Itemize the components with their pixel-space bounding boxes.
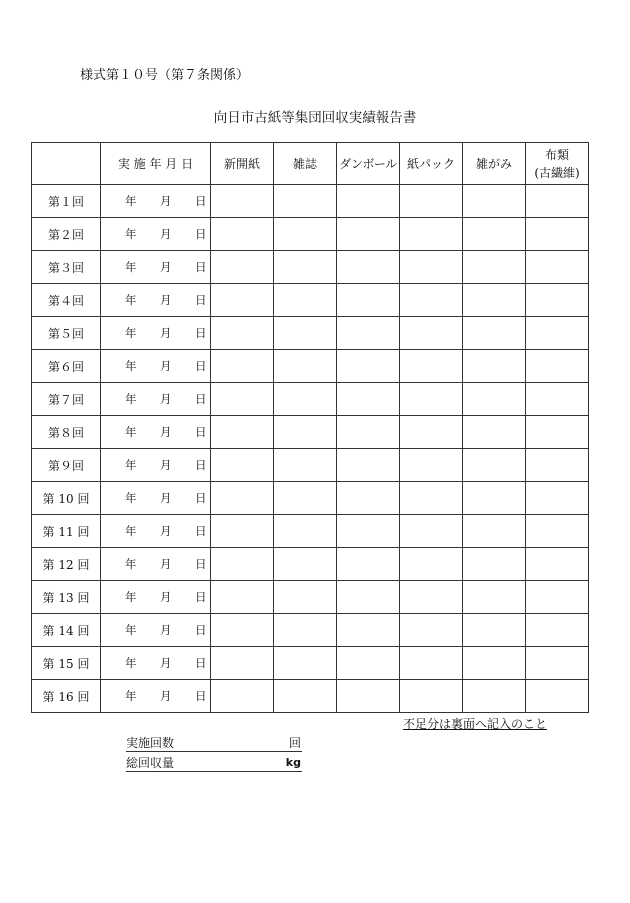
magazine-cell[interactable] — [274, 284, 337, 317]
date-month-label: 月 — [160, 359, 172, 373]
date-day-label: 日 — [195, 524, 207, 538]
date-day-label: 日 — [195, 689, 207, 703]
table-row — [32, 416, 589, 449]
date-year-label: 年 — [125, 623, 137, 637]
cardboard-cell[interactable] — [337, 383, 400, 416]
newspaper-cell[interactable] — [211, 482, 274, 515]
round-label: 第２回 — [32, 218, 101, 251]
date-day-label: 日 — [195, 425, 207, 439]
cloth-cell[interactable] — [526, 317, 589, 350]
newspaper-cell[interactable] — [211, 548, 274, 581]
misc-paper-cell[interactable] — [463, 284, 526, 317]
magazine-cell[interactable] — [274, 680, 337, 713]
cloth-cell[interactable] — [526, 218, 589, 251]
paper-pack-cell[interactable] — [400, 251, 463, 284]
date-month-label: 月 — [160, 557, 172, 571]
round-label: 第７回 — [32, 383, 101, 416]
magazine-cell[interactable] — [274, 416, 337, 449]
date-day-label: 日 — [195, 194, 207, 208]
table-row — [32, 185, 589, 218]
newspaper-cell[interactable] — [211, 251, 274, 284]
table-row — [32, 647, 589, 680]
cloth-cell[interactable] — [526, 548, 589, 581]
paper-pack-cell[interactable] — [400, 515, 463, 548]
form-number: 様式第１０号（第７条関係） — [80, 68, 250, 83]
paper-pack-cell[interactable] — [400, 680, 463, 713]
summary-count-line[interactable] — [126, 735, 302, 752]
newspaper-cell[interactable] — [211, 449, 274, 482]
round-label: 第５回 — [32, 317, 101, 350]
cardboard-cell[interactable] — [337, 218, 400, 251]
magazine-cell[interactable] — [274, 581, 337, 614]
cloth-cell[interactable] — [526, 383, 589, 416]
date-cell[interactable] — [101, 449, 211, 482]
date-cell[interactable] — [101, 383, 211, 416]
round-label: 第９回 — [32, 449, 101, 482]
date-year-label: 年 — [125, 260, 137, 274]
misc-paper-cell[interactable] — [463, 680, 526, 713]
magazine-cell[interactable] — [274, 614, 337, 647]
date-day-label: 日 — [195, 359, 207, 373]
newspaper-cell[interactable] — [211, 383, 274, 416]
date-month-label: 月 — [160, 260, 172, 274]
misc-paper-cell[interactable] — [463, 515, 526, 548]
date-cell[interactable] — [101, 218, 211, 251]
magazine-cell[interactable] — [274, 251, 337, 284]
cloth-cell[interactable] — [526, 416, 589, 449]
cardboard-cell[interactable] — [337, 614, 400, 647]
date-cell[interactable] — [101, 185, 211, 218]
date-cell[interactable] — [101, 581, 211, 614]
summary-count-unit: 回 — [288, 736, 301, 750]
table-row — [32, 482, 589, 515]
date-month-label: 月 — [160, 227, 172, 241]
paper-pack-cell[interactable] — [400, 614, 463, 647]
misc-paper-cell[interactable] — [463, 548, 526, 581]
cardboard-cell[interactable] — [337, 680, 400, 713]
paper-pack-cell[interactable] — [400, 416, 463, 449]
newspaper-cell[interactable] — [211, 185, 274, 218]
newspaper-cell[interactable] — [211, 218, 274, 251]
table-row — [32, 548, 589, 581]
newspaper-cell[interactable] — [211, 680, 274, 713]
cardboard-cell[interactable] — [337, 449, 400, 482]
date-cell[interactable] — [101, 515, 211, 548]
paper-pack-cell[interactable] — [400, 185, 463, 218]
magazine-cell[interactable] — [274, 647, 337, 680]
table-row — [32, 449, 589, 482]
date-year-label: 年 — [125, 392, 137, 406]
date-month-label: 月 — [160, 392, 172, 406]
cloth-cell[interactable] — [526, 515, 589, 548]
date-day-label: 日 — [195, 623, 207, 637]
date-year-label: 年 — [125, 359, 137, 373]
cloth-cell[interactable] — [526, 350, 589, 383]
date-cell[interactable] — [101, 251, 211, 284]
header-cloth-line1: 布類 — [544, 147, 569, 162]
misc-paper-cell[interactable] — [463, 218, 526, 251]
summary-weight-line[interactable] — [126, 755, 302, 772]
misc-paper-cell[interactable] — [463, 416, 526, 449]
date-month-label: 月 — [160, 524, 172, 538]
paper-pack-cell[interactable] — [400, 317, 463, 350]
round-label: 第 14 回 — [32, 614, 101, 647]
date-day-label: 日 — [195, 491, 207, 505]
date-cell[interactable] — [101, 614, 211, 647]
newspaper-cell[interactable] — [211, 614, 274, 647]
header-date: 実 施 年 月 日 — [101, 143, 211, 185]
note-overflow: 不足分は裏面へ記入のこと — [402, 717, 547, 731]
date-cell[interactable] — [101, 680, 211, 713]
misc-paper-cell[interactable] — [463, 449, 526, 482]
table-row — [32, 251, 589, 284]
date-day-label: 日 — [195, 392, 207, 406]
paper-pack-cell[interactable] — [400, 449, 463, 482]
date-year-label: 年 — [125, 293, 137, 307]
magazine-cell[interactable] — [274, 218, 337, 251]
date-cell[interactable] — [101, 284, 211, 317]
date-cell[interactable] — [101, 647, 211, 680]
paper-pack-cell[interactable] — [400, 218, 463, 251]
date-month-label: 月 — [160, 194, 172, 208]
magazine-cell[interactable] — [274, 515, 337, 548]
cloth-cell[interactable] — [526, 482, 589, 515]
round-label: 第１回 — [32, 185, 101, 218]
cardboard-cell[interactable] — [337, 251, 400, 284]
date-day-label: 日 — [195, 260, 207, 274]
date-cell[interactable] — [101, 317, 211, 350]
table-row — [32, 284, 589, 317]
date-year-label: 年 — [125, 656, 137, 670]
misc-paper-cell[interactable] — [463, 482, 526, 515]
round-label: 第 10 回 — [32, 482, 101, 515]
cardboard-cell[interactable] — [337, 284, 400, 317]
round-label: 第 16 回 — [32, 680, 101, 713]
table-row — [32, 218, 589, 251]
date-month-label: 月 — [160, 326, 172, 340]
date-day-label: 日 — [195, 557, 207, 571]
summary-weight-unit: kg — [285, 756, 301, 769]
misc-paper-cell[interactable] — [463, 251, 526, 284]
header-newspaper: 新開紙 — [211, 143, 274, 185]
cloth-cell[interactable] — [526, 251, 589, 284]
date-day-label: 日 — [195, 590, 207, 604]
date-month-label: 月 — [160, 656, 172, 670]
misc-paper-cell[interactable] — [463, 614, 526, 647]
cardboard-cell[interactable] — [337, 317, 400, 350]
table-row — [32, 350, 589, 383]
magazine-cell[interactable] — [274, 449, 337, 482]
cloth-cell[interactable] — [526, 185, 589, 218]
date-year-label: 年 — [125, 425, 137, 439]
date-month-label: 月 — [160, 293, 172, 307]
table-row — [32, 614, 589, 647]
cardboard-cell[interactable] — [337, 515, 400, 548]
date-cell[interactable] — [101, 548, 211, 581]
date-cell[interactable] — [101, 482, 211, 515]
summary-weight-label: 総回収量 — [126, 756, 175, 770]
cardboard-cell[interactable] — [337, 581, 400, 614]
date-year-label: 年 — [125, 689, 137, 703]
date-year-label: 年 — [125, 590, 137, 604]
document-title: 向日市古紙等集団回収実績報告書 — [213, 110, 417, 126]
date-month-label: 月 — [160, 689, 172, 703]
misc-paper-cell[interactable] — [463, 647, 526, 680]
paper-pack-cell[interactable] — [400, 647, 463, 680]
round-label: 第 13 回 — [32, 581, 101, 614]
table-row — [32, 581, 589, 614]
misc-paper-cell[interactable] — [463, 581, 526, 614]
date-year-label: 年 — [125, 326, 137, 340]
misc-paper-cell[interactable] — [463, 350, 526, 383]
round-label: 第 11 回 — [32, 515, 101, 548]
date-month-label: 月 — [160, 425, 172, 439]
header-cardboard: ダンボール — [337, 143, 400, 185]
date-year-label: 年 — [125, 557, 137, 571]
cardboard-cell[interactable] — [337, 185, 400, 218]
paper-pack-cell[interactable] — [400, 350, 463, 383]
misc-paper-cell[interactable] — [463, 185, 526, 218]
table-row — [32, 383, 589, 416]
date-month-label: 月 — [160, 623, 172, 637]
newspaper-cell[interactable] — [211, 317, 274, 350]
date-year-label: 年 — [125, 227, 137, 241]
cardboard-cell[interactable] — [337, 416, 400, 449]
date-day-label: 日 — [195, 656, 207, 670]
paper-pack-cell[interactable] — [400, 548, 463, 581]
date-day-label: 日 — [195, 293, 207, 307]
table-row — [32, 680, 589, 713]
round-label: 第４回 — [32, 284, 101, 317]
round-label: 第 15 回 — [32, 647, 101, 680]
paper-pack-cell[interactable] — [400, 482, 463, 515]
date-month-label: 月 — [160, 458, 172, 472]
header-misc-paper: 雑がみ — [463, 143, 526, 185]
round-label: 第８回 — [32, 416, 101, 449]
header-cloth — [526, 143, 589, 185]
date-year-label: 年 — [125, 194, 137, 208]
cardboard-cell[interactable] — [337, 647, 400, 680]
table-header-row — [32, 143, 589, 185]
magazine-cell[interactable] — [274, 185, 337, 218]
date-year-label: 年 — [125, 491, 137, 505]
newspaper-cell[interactable] — [211, 515, 274, 548]
newspaper-cell[interactable] — [211, 581, 274, 614]
cardboard-cell[interactable] — [337, 548, 400, 581]
header-paper-pack: 紙パック — [400, 143, 463, 185]
magazine-cell[interactable] — [274, 317, 337, 350]
date-month-label: 月 — [160, 491, 172, 505]
newspaper-cell[interactable] — [211, 416, 274, 449]
table-row — [32, 317, 589, 350]
date-month-label: 月 — [160, 590, 172, 604]
paper-pack-cell[interactable] — [400, 284, 463, 317]
misc-paper-cell[interactable] — [463, 317, 526, 350]
cloth-cell[interactable] — [526, 581, 589, 614]
paper-pack-cell[interactable] — [400, 383, 463, 416]
magazine-cell[interactable] — [274, 383, 337, 416]
cloth-cell[interactable] — [526, 680, 589, 713]
date-day-label: 日 — [195, 227, 207, 241]
date-cell[interactable] — [101, 416, 211, 449]
newspaper-cell[interactable] — [211, 350, 274, 383]
cardboard-cell[interactable] — [337, 482, 400, 515]
date-year-label: 年 — [125, 524, 137, 538]
magazine-cell[interactable] — [274, 548, 337, 581]
header-magazine: 雑誌 — [274, 143, 337, 185]
header-cloth-line2: (古繊維) — [534, 165, 580, 180]
cloth-cell[interactable] — [526, 614, 589, 647]
newspaper-cell[interactable] — [211, 284, 274, 317]
date-cell[interactable] — [101, 350, 211, 383]
summary-count-label: 実施回数 — [126, 736, 175, 750]
magazine-cell[interactable] — [274, 482, 337, 515]
newspaper-cell[interactable] — [211, 647, 274, 680]
header-round — [32, 143, 101, 185]
cloth-cell[interactable] — [526, 647, 589, 680]
collection-report-table — [31, 142, 589, 713]
cloth-cell[interactable] — [526, 449, 589, 482]
round-label: 第３回 — [32, 251, 101, 284]
table-row — [32, 515, 589, 548]
date-day-label: 日 — [195, 326, 207, 340]
misc-paper-cell[interactable] — [463, 383, 526, 416]
cloth-cell[interactable] — [526, 284, 589, 317]
date-day-label: 日 — [195, 458, 207, 472]
magazine-cell[interactable] — [274, 350, 337, 383]
date-year-label: 年 — [125, 458, 137, 472]
paper-pack-cell[interactable] — [400, 581, 463, 614]
round-label: 第 12 回 — [32, 548, 101, 581]
cardboard-cell[interactable] — [337, 350, 400, 383]
round-label: 第６回 — [32, 350, 101, 383]
